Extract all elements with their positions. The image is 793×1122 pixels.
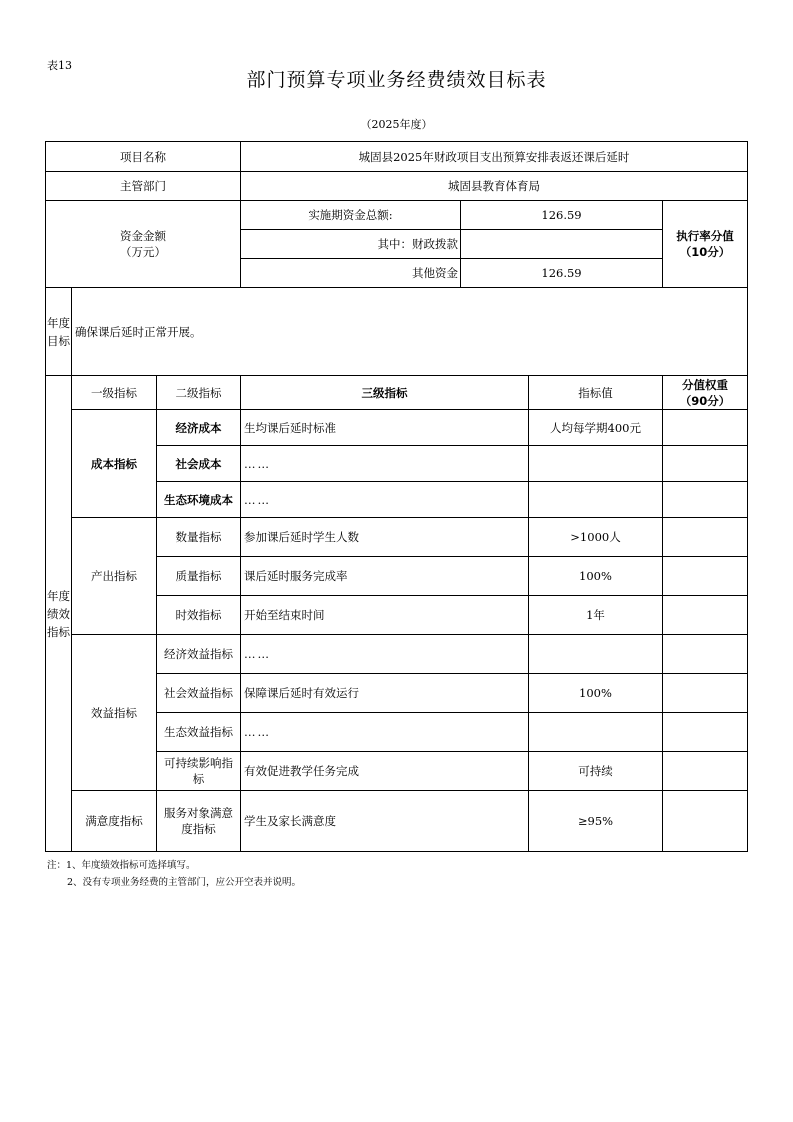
annual-goal-label: 年度目标 — [46, 288, 72, 376]
social-benefit-weight — [663, 674, 748, 713]
project-name-label: 项目名称 — [46, 142, 241, 172]
service-satisfaction-value: ≥95% — [529, 791, 663, 852]
social-cost-label: 社会成本 — [157, 446, 241, 482]
timeliness-indicator-value: 1年 — [529, 596, 663, 635]
satisfaction-indicator-label: 满意度指标 — [72, 791, 157, 852]
economic-benefit-l3: …… — [241, 635, 529, 674]
output-indicator-label: 产出指标 — [72, 518, 157, 635]
eco-benefit-value — [529, 713, 663, 752]
eco-env-cost-label: 生态环境成本 — [157, 482, 241, 518]
economic-cost-label: 经济成本 — [157, 410, 241, 446]
execution-rate-points: （10分） — [679, 245, 731, 259]
annual-goal-text: 确保课后延时正常开展。 — [72, 288, 748, 376]
eco-env-cost-l3: …… — [241, 482, 529, 518]
execution-rate-score — [663, 201, 748, 288]
economic-benefit-label: 经济效益指标 — [157, 635, 241, 674]
social-cost-l3: …… — [241, 446, 529, 482]
table-number: 表13 — [47, 59, 72, 72]
total-fund-value: 126.59 — [461, 201, 663, 230]
fund-amount-label-line2: （万元） — [120, 245, 166, 259]
quantity-indicator-value: >1000人 — [529, 518, 663, 557]
fund-amount-label — [46, 201, 241, 288]
benefit-indicator-label: 效益指标 — [72, 635, 157, 791]
other-fund-label: 其他资金 — [241, 259, 461, 288]
economic-cost-weight — [663, 410, 748, 446]
level2-header: 二级指标 — [157, 376, 241, 410]
sustainability-weight — [663, 752, 748, 791]
table-row — [46, 635, 748, 674]
social-cost-value — [529, 446, 663, 482]
fund-amount-label-line1: 资金金额 — [120, 229, 166, 243]
project-name-value: 城固县2025年财政项目支出预算安排表返还课后延时 — [241, 142, 748, 172]
total-fund-label: 实施期资金总额: — [241, 201, 461, 230]
footnote-2: 2、没有专项业务经费的主管部门，应公开空表并说明。 — [67, 877, 302, 888]
economic-cost-value: 人均每学期400元 — [529, 410, 663, 446]
department-value: 城固县教育体育局 — [241, 172, 748, 201]
fiscal-allocation-value — [461, 230, 663, 259]
timeliness-indicator-l3: 开始至结束时间 — [241, 596, 529, 635]
cost-indicator-label: 成本指标 — [72, 410, 157, 518]
table-row — [46, 518, 748, 557]
quality-indicator-label: 质量指标 — [157, 557, 241, 596]
timeliness-indicator-weight — [663, 596, 748, 635]
sustainability-label: 可持续影响指标 — [157, 752, 241, 791]
table-row — [46, 791, 748, 852]
footnote-1: 注：1、年度绩效指标可选择填写。 — [47, 860, 196, 871]
execution-rate-label: 执行率分值 — [676, 229, 734, 243]
weight-header — [663, 376, 748, 410]
sustainability-l3: 有效促进教学任务完成 — [241, 752, 529, 791]
eco-benefit-weight — [663, 713, 748, 752]
footnotes — [47, 857, 301, 891]
level1-header: 一级指标 — [72, 376, 157, 410]
eco-env-cost-weight — [663, 482, 748, 518]
table-row — [46, 410, 748, 446]
other-fund-value: 126.59 — [461, 259, 663, 288]
level3-header: 三级指标 — [241, 376, 529, 410]
timeliness-indicator-label: 时效指标 — [157, 596, 241, 635]
quality-indicator-value: 100% — [529, 557, 663, 596]
department-label: 主管部门 — [46, 172, 241, 201]
economic-cost-l3: 生均课后延时标准 — [241, 410, 529, 446]
quantity-indicator-l3: 参加课后延时学生人数 — [241, 518, 529, 557]
service-satisfaction-label: 服务对象满意度指标 — [157, 791, 241, 852]
service-satisfaction-l3: 学生及家长满意度 — [241, 791, 529, 852]
economic-benefit-value — [529, 635, 663, 674]
quality-indicator-weight — [663, 557, 748, 596]
fiscal-allocation-label: 其中：财政拨款 — [241, 230, 461, 259]
page-title: 部门预算专项业务经费绩效目标表 — [246, 69, 547, 91]
service-satisfaction-weight — [663, 791, 748, 852]
social-benefit-value: 100% — [529, 674, 663, 713]
indicator-value-header: 指标值 — [529, 376, 663, 410]
eco-benefit-l3: …… — [241, 713, 529, 752]
sustainability-value: 可持续 — [529, 752, 663, 791]
fiscal-year: （2025年度） — [360, 118, 433, 131]
social-benefit-l3: 保障课后延时有效运行 — [241, 674, 529, 713]
annual-indicators-label: 年度绩效指标 — [46, 376, 72, 852]
eco-benefit-label: 生态效益指标 — [157, 713, 241, 752]
performance-target-table — [45, 141, 748, 852]
quantity-indicator-weight — [663, 518, 748, 557]
eco-env-cost-value — [529, 482, 663, 518]
quantity-indicator-label: 数量指标 — [157, 518, 241, 557]
weight-header-points: （90分） — [679, 393, 731, 408]
quality-indicator-l3: 课后延时服务完成率 — [241, 557, 529, 596]
weight-header-label: 分值权重 — [682, 377, 728, 392]
social-cost-weight — [663, 446, 748, 482]
social-benefit-label: 社会效益指标 — [157, 674, 241, 713]
economic-benefit-weight — [663, 635, 748, 674]
